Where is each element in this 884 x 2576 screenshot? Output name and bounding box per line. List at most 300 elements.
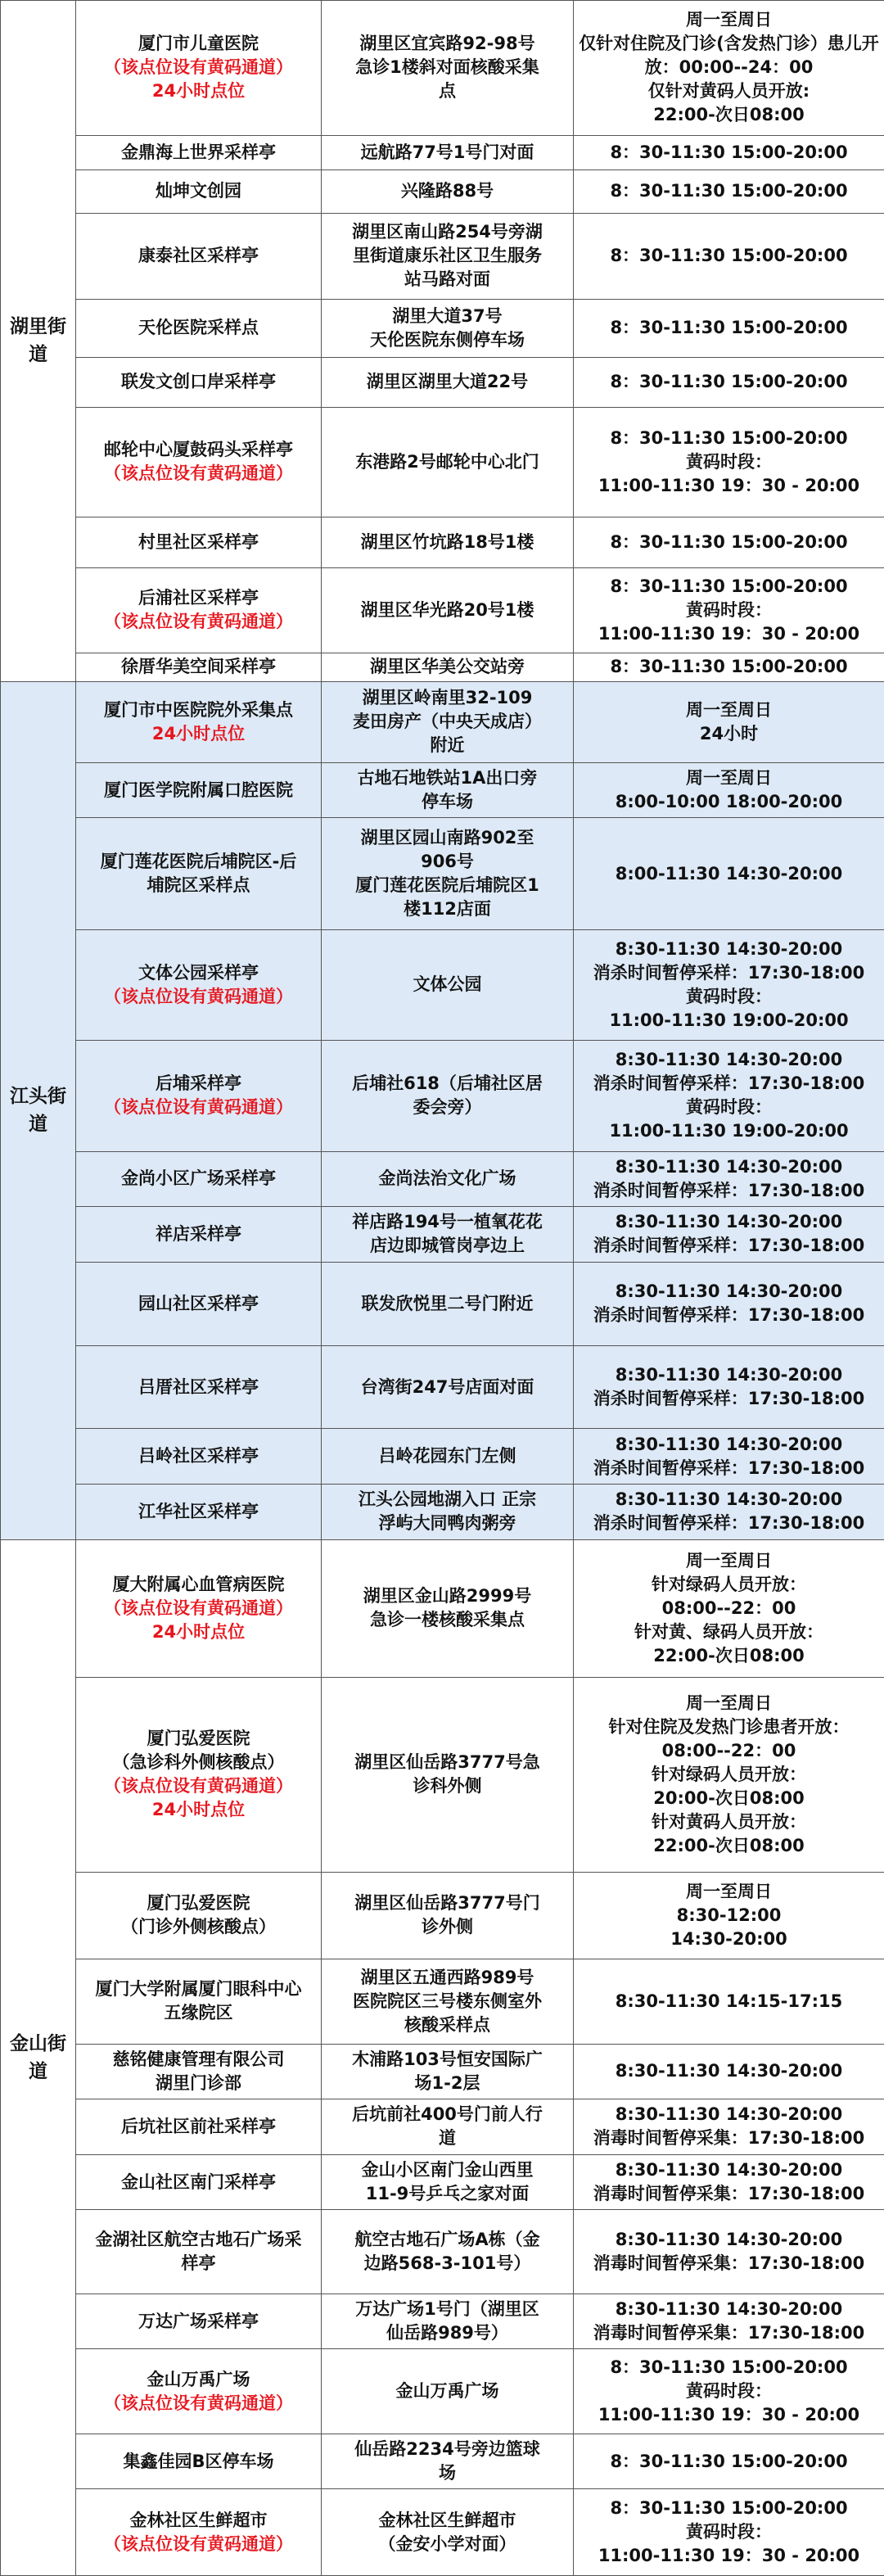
table-row: [1, 1262, 884, 1345]
site-name-cell: [76, 1262, 322, 1345]
site-hours-line: 针对绿码人员开放：: [652, 1764, 806, 1784]
site-note: 24小时点位: [151, 81, 246, 102]
site-address-line: 湖里区仙岳路3777号急: [354, 1752, 540, 1773]
site-hours-line: 周一至周日: [686, 1692, 772, 1713]
site-name: 邮轮中心厦鼓码头采样亭: [104, 440, 293, 460]
table-row: [1, 1539, 884, 1677]
site-address-cell: [322, 2349, 574, 2434]
table-row: [1, 1872, 884, 1959]
site-name-cell: [76, 2099, 322, 2154]
site-hours-line: 消杀时间暂停采样：17:30-18:00: [593, 1457, 865, 1478]
site-name-cell: [76, 929, 322, 1040]
site-address-cell: [322, 1206, 574, 1262]
site-hours-line: 消杀时间暂停采样：17:30-18:00: [593, 962, 865, 983]
site-address-cell: [322, 135, 574, 169]
site-hours-line: 放：00:00--24：00: [644, 57, 814, 78]
site-hours-line: 14:30-20:00: [670, 1928, 787, 1949]
site-hours-line: 8:30-11:30 14:30-20:00: [615, 1156, 843, 1177]
site-hours-line: 8：30-11:30 15:00-20:00: [610, 427, 848, 448]
site-address-line: （金安小学对面）: [378, 2533, 516, 2554]
site-name: 徐厝华美空间采样亭: [121, 657, 276, 677]
table-row: [1, 2099, 884, 2154]
site-hours-cell: [574, 2154, 884, 2209]
site-name: 湖里门诊部: [156, 2072, 241, 2093]
table-row: [1, 929, 884, 1040]
table-row: [1, 1206, 884, 1262]
site-name-cell: [76, 2210, 322, 2294]
table-row: [1, 2489, 884, 2576]
site-name: 天伦医院采样点: [138, 318, 259, 338]
site-hours-line: 仅针对黄码人员开放:: [647, 81, 810, 102]
site-hours-cell: [574, 653, 884, 681]
site-name: 厦门莲花医院后埔院区-后: [100, 852, 297, 872]
site-name: 集鑫佳园B区停车场: [123, 2451, 274, 2471]
site-address-line: 天伦医院东侧停车场: [370, 329, 525, 350]
site-address-line: 湖里区宜宾路92-98号: [359, 34, 535, 54]
site-hours-line: 8：30-11:30 15:00-20:00: [610, 142, 848, 162]
site-name-cell: [76, 1484, 322, 1539]
table-row: [1, 2294, 884, 2348]
site-hours-line: 消毒时间暂停采集：17:30-18:00: [593, 2323, 865, 2343]
site-hours-line: 8:30-11:30 14:30-20:00: [615, 2299, 843, 2320]
site-name: 后浦社区采样亭: [138, 588, 259, 608]
street-name-cell: 江头街道: [1, 681, 76, 1539]
site-hours-line: 11:00-11:30 19:00-20:00: [609, 1010, 849, 1030]
site-note: （该点位设有黄码通道）: [104, 463, 293, 484]
site-hours-line: 消毒时间暂停采集：17:30-18:00: [593, 2184, 865, 2204]
site-address-cell: [322, 300, 574, 357]
site-hours-cell: [574, 818, 884, 929]
site-name: 金山社区南门采样亭: [121, 2172, 276, 2192]
site-address-line: 附近: [430, 735, 465, 756]
site-address-line: 金山小区南门金山西里: [361, 2160, 534, 2181]
table-row: [1, 2434, 884, 2488]
site-name: 金山万禹广场: [147, 2369, 250, 2389]
site-hours-line: 8:30-11:30 14:30-20:00: [615, 1050, 843, 1070]
site-address-line: 诊外侧: [422, 1917, 473, 1937]
site-address-cell: [322, 1539, 574, 1677]
site-address-line: 木浦路103号恒安国际广: [352, 2049, 543, 2069]
street-section: [1, 681, 884, 1539]
site-address-line: 湖里区华美公交站旁: [370, 657, 525, 677]
site-address-line: 湖里区华光路20号1楼: [360, 599, 534, 620]
table-row: [1, 407, 884, 517]
site-hours-line: 11:00-11:30 19：30 - 20:00: [598, 2405, 860, 2425]
site-name: （门诊外侧核酸点）: [121, 1917, 276, 1937]
site-address-line: 湖里大道37号: [392, 305, 503, 326]
site-hours-cell: [574, 407, 884, 517]
site-address-cell: [322, 2044, 574, 2099]
site-note: （该点位设有黄码通道）: [104, 1598, 293, 1618]
site-address-line: 场: [439, 2463, 456, 2483]
site-name: 厦门市中医院院外采集点: [104, 699, 293, 720]
site-address-line: 点: [439, 81, 456, 102]
table-row: [1, 2154, 884, 2209]
site-address-cell: [322, 2434, 574, 2488]
site-hours-cell: [574, 517, 884, 567]
site-hours-cell: [574, 1345, 884, 1429]
site-address-line: 万达广场1号门（湖里区: [355, 2299, 539, 2320]
site-hours-line: 11:00-11:30 19：30 - 20:00: [598, 475, 860, 495]
site-hours-line: 11:00-11:30 19：30 - 20:00: [598, 623, 860, 644]
site-hours-line: 8：30-11:30 15:00-20:00: [610, 2498, 848, 2519]
site-hours-line: 8:30-11:30 14:30-20:00: [615, 1212, 843, 1232]
site-hours-cell: [574, 300, 884, 357]
site-hours-line: 8:30-12:00: [676, 1905, 782, 1925]
site-name-cell: [76, 2294, 322, 2348]
table-row: [1, 2349, 884, 2434]
table-row: [1, 681, 884, 763]
site-name-cell: [76, 681, 322, 763]
site-hours-line: 消杀时间暂停采样：17:30-18:00: [593, 1073, 865, 1094]
site-name-cell: [76, 300, 322, 357]
site-address-line: 江头公园地湖入口 正宗: [358, 1489, 537, 1510]
site-hours-cell: [574, 568, 884, 653]
site-address-cell: [322, 517, 574, 567]
site-address-line: 湖里区竹坑路18号1楼: [360, 532, 534, 553]
site-name: 金林社区生鲜超市: [129, 2510, 268, 2530]
site-hours-line: 8：30-11:30 15:00-20:00: [610, 532, 848, 553]
site-address-line: 核酸采样点: [404, 2014, 490, 2035]
site-hours-line: 消毒时间暂停采集：17:30-18:00: [593, 2128, 865, 2149]
site-address-line: 麦田房产（中央天成店）: [353, 712, 542, 732]
site-hours-line: 8:00-11:30 14:30-20:00: [615, 863, 843, 884]
site-name-cell: [76, 568, 322, 653]
site-address-line: 联发欣悦里二号门附近: [361, 1293, 534, 1313]
table-row: [1, 169, 884, 213]
site-name-cell: [76, 1539, 322, 1677]
site-address-cell: [322, 929, 574, 1040]
site-address-line: 停车场: [422, 792, 473, 812]
site-name-cell: [76, 1429, 322, 1484]
site-name-cell: [76, 1, 322, 136]
site-name-cell: [76, 135, 322, 169]
site-address-cell: [322, 213, 574, 300]
site-hours-line: 黄码时段：: [686, 2522, 772, 2542]
site-hours-cell: [574, 169, 884, 213]
site-name: 园山社区采样亭: [138, 1293, 259, 1313]
site-hours-line: 8：30-11:30 15:00-20:00: [610, 372, 848, 392]
site-name-cell: [76, 1677, 322, 1872]
site-name: 村里社区采样亭: [138, 532, 259, 553]
street-name-cell: 金山街道: [1, 1539, 76, 2575]
street-section: [1, 1539, 884, 2575]
site-hours-cell: [574, 1041, 884, 1151]
site-hours-cell: [574, 1872, 884, 1959]
site-name-cell: [76, 653, 322, 681]
site-hours-line: 周一至周日: [686, 768, 772, 789]
table-row: [1, 1484, 884, 1539]
site-hours-line: 8：30-11:30 15:00-20:00: [610, 576, 848, 596]
site-name-cell: [76, 169, 322, 213]
site-address-line: 场1-2层: [414, 2072, 480, 2093]
site-address-line: 湖里区五通西路989号: [360, 1967, 534, 1987]
table-row: [1, 2210, 884, 2294]
site-address-cell: [322, 1041, 574, 1151]
site-name: 样亭: [181, 2253, 216, 2274]
site-hours-line: 消杀时间暂停采样：17:30-18:00: [593, 1389, 865, 1409]
site-hours-line: 8：30-11:30 15:00-20:00: [610, 2451, 848, 2471]
site-name-cell: [76, 517, 322, 567]
table-row: [1, 1041, 884, 1151]
site-name-cell: [76, 1959, 322, 2044]
site-hours-line: 20:00-次日08:00: [653, 1787, 805, 1808]
table-row: [1, 1677, 884, 1872]
site-hours-line: 黄码时段：: [686, 2381, 772, 2402]
site-hours-line: 8：30-11:30 15:00-20:00: [610, 657, 848, 677]
site-name: 吕岭社区采样亭: [138, 1446, 259, 1466]
site-note: （该点位设有黄码通道）: [104, 986, 293, 1006]
site-hours-cell: [574, 1206, 884, 1262]
site-name: 厦大附属心血管病医院: [112, 1574, 285, 1594]
site-name: 祥店采样亭: [156, 1223, 241, 1244]
site-name: 厦门弘爱医院: [147, 1893, 250, 1914]
site-hours-cell: [574, 2294, 884, 2348]
site-name: 厦门大学附属厦门眼科中心: [95, 1979, 302, 2000]
site-name: 金鼎海上世界采样亭: [121, 142, 276, 162]
site-hours-line: 8：30-11:30 15:00-20:00: [610, 318, 848, 338]
site-hours-line: 针对住院及发热门诊患者开放：: [608, 1716, 850, 1737]
site-hours-line: 11:00-11:30 19:00-20:00: [609, 1121, 849, 1141]
site-address-line: 后埔社618（后埔社区居: [352, 1073, 543, 1094]
site-hours-cell: [574, 1429, 884, 1484]
site-hours-line: 08:00--22：00: [661, 1740, 796, 1760]
site-address-cell: [322, 2154, 574, 2209]
site-address-line: 远航路77号1号门对面: [360, 142, 534, 162]
site-name: 厦门市儿童医院: [138, 34, 259, 54]
site-hours-cell: [574, 2099, 884, 2154]
table-row: [1, 135, 884, 169]
site-name-cell: [76, 1206, 322, 1262]
site-name: 灿坤文创园: [156, 181, 241, 201]
site-hours-cell: [574, 1151, 884, 1206]
site-address-cell: [322, 1484, 574, 1539]
site-name-cell: [76, 357, 322, 407]
site-address-cell: [322, 2294, 574, 2348]
site-note: 24小时点位: [151, 1621, 246, 1642]
street-name-cell: 湖里街道: [1, 1, 76, 682]
site-hours-cell: [574, 1959, 884, 2044]
table-row: [1, 1345, 884, 1429]
site-address-line: 文体公园: [413, 974, 482, 995]
site-hours-cell: [574, 2434, 884, 2488]
site-address-cell: [322, 2489, 574, 2576]
site-hours-line: 消杀时间暂停采样：17:30-18:00: [593, 1236, 865, 1256]
site-hours-line: 22:00-次日08:00: [653, 1645, 805, 1665]
site-address-line: 古地石地铁站1A出口旁: [357, 768, 538, 789]
site-address-line: 委会旁）: [413, 1097, 482, 1118]
site-hours-line: 8:30-11:30 14:30-20:00: [615, 1365, 843, 1385]
table-row: [1, 1959, 884, 2044]
site-hours-line: 针对绿码人员开放：: [652, 1574, 806, 1594]
site-address-line: 急诊1楼斜对面核酸采集: [355, 57, 539, 78]
site-address-cell: [322, 1872, 574, 1959]
site-name-cell: [76, 763, 322, 818]
site-note: （该点位设有黄码通道）: [104, 57, 293, 78]
site-hours-cell: [574, 135, 884, 169]
table-row: [1, 213, 884, 300]
table-row: [1, 763, 884, 818]
site-address-line: 吕岭花园东门左侧: [378, 1446, 516, 1466]
site-address-line: 湖里区仙岳路3777号门: [354, 1893, 540, 1914]
site-hours-line: 11:00-11:30 19：30 - 20:00: [598, 2546, 860, 2566]
site-hours-line: 针对黄、绿码人员开放：: [634, 1621, 823, 1642]
site-address-line: 诊科外侧: [413, 1776, 482, 1796]
site-address-cell: [322, 407, 574, 517]
site-address-cell: [322, 1151, 574, 1206]
site-hours-line: 22:00-次日08:00: [653, 105, 805, 125]
site-address-line: 仙岳路2234号旁边篮球: [354, 2439, 540, 2459]
site-hours-line: 消杀时间暂停采样：17:30-18:00: [593, 1513, 865, 1534]
site-name: （急诊科外侧核酸点）: [112, 1752, 285, 1773]
site-name-cell: [76, 2154, 322, 2209]
site-name: 康泰社区采样亭: [138, 246, 259, 266]
site-address-cell: [322, 1429, 574, 1484]
site-hours-line: 8：30-11:30 15:00-20:00: [610, 181, 848, 201]
site-address-cell: [322, 2210, 574, 2294]
site-address-line: 里街道康乐社区卫生服务: [353, 246, 542, 266]
site-hours-line: 8:30-11:30 14:30-20:00: [615, 2230, 843, 2250]
site-address-line: 11-9号乒乓之家对面: [365, 2184, 530, 2204]
site-note: 24小时点位: [151, 1800, 246, 1820]
site-address-line: 医院院区三号楼东侧室外: [353, 1991, 542, 2011]
site-hours-line: 8：30-11:30 15:00-20:00: [610, 2357, 848, 2378]
site-name: 埔院区采样点: [147, 875, 250, 896]
site-hours-line: 仅针对住院及门诊(含发热门诊）患儿开: [579, 34, 879, 54]
site-hours-line: 黄码时段：: [686, 599, 772, 620]
site-name-cell: [76, 1872, 322, 1959]
site-name: 金湖社区航空古地石广场采: [95, 2230, 302, 2250]
site-name: 万达广场采样亭: [138, 2311, 259, 2331]
site-hours-line: 22:00-次日08:00: [653, 1835, 805, 1855]
site-name: 厦门医学院附属口腔医院: [104, 780, 293, 800]
site-hours-line: 消杀时间暂停采样：17:30-18:00: [593, 1180, 865, 1200]
site-hours-cell: [574, 681, 884, 763]
site-address-cell: [322, 681, 574, 763]
site-address-line: 边路568-3-101号）: [363, 2253, 531, 2274]
site-note: （该点位设有黄码通道）: [104, 1097, 293, 1118]
site-hours-line: 8:30-11:30 14:30-20:00: [615, 938, 843, 959]
site-hours-line: 针对黄码人员开放：: [652, 1811, 806, 1832]
site-name-cell: [76, 1041, 322, 1151]
site-address-line: 湖里区金山路2999号: [363, 1586, 532, 1607]
site-hours-line: 8:30-11:30 14:30-20:00: [615, 1489, 843, 1510]
site-address-line: 浮屿大同鸭肉粥旁: [378, 1513, 516, 1534]
site-hours-line: 8:30-11:30 14:30-20:00: [615, 2160, 843, 2181]
site-address-line: 站马路对面: [404, 269, 490, 290]
site-address-cell: [322, 1345, 574, 1429]
site-address-line: 东港路2号邮轮中心北门: [355, 451, 539, 472]
site-address-cell: [322, 763, 574, 818]
site-address-cell: [322, 2099, 574, 2154]
site-name-cell: [76, 818, 322, 929]
site-address-cell: [322, 1959, 574, 2044]
site-name: 文体公园采样亭: [138, 962, 259, 983]
site-address-line: 兴隆路88号: [400, 181, 494, 201]
site-hours-line: 黄码时段：: [686, 451, 772, 472]
site-address-cell: [322, 568, 574, 653]
site-address-line: 湖里区湖里大道22号: [366, 372, 529, 392]
site-address-line: 湖里区园山南路902至: [360, 828, 534, 848]
site-address-line: 仙岳路989号）: [386, 2323, 508, 2343]
table-row: [1, 300, 884, 357]
site-name: 联发文创口岸采样亭: [121, 372, 276, 392]
site-address-line: 金山万禹广场: [395, 2381, 499, 2402]
site-hours-line: 8:30-11:30 14:15-17:15: [615, 1991, 843, 2011]
site-hours-line: 08:00--22：00: [661, 1598, 796, 1618]
site-note: （该点位设有黄码通道）: [104, 1776, 293, 1796]
site-name-cell: [76, 1345, 322, 1429]
site-address-line: 台湾街247号店面对面: [360, 1376, 534, 1397]
site-hours-cell: [574, 2489, 884, 2576]
site-address-line: 906号: [421, 852, 474, 872]
site-hours-line: 8：30-11:30 15:00-20:00: [610, 246, 848, 266]
site-name: 慈铭健康管理有限公司: [112, 2049, 285, 2069]
site-hours-line: 周一至周日: [686, 1550, 772, 1570]
site-name: 五缘院区: [164, 2003, 233, 2023]
site-hours-cell: [574, 1539, 884, 1677]
site-hours-cell: [574, 1, 884, 136]
site-address-line: 金尚法治文化广场: [378, 1168, 516, 1189]
site-hours-cell: [574, 2210, 884, 2294]
street-section: [1, 1, 884, 682]
site-address-line: 厦门莲花医院后埔院区1: [355, 875, 539, 896]
table-row: [1, 357, 884, 407]
site-name: 后埔采样亭: [156, 1073, 241, 1094]
site-name-cell: [76, 213, 322, 300]
site-hours-line: 消杀时间暂停采样：17:30-18:00: [593, 1305, 865, 1326]
table-row: [1, 517, 884, 567]
site-hours-line: 8:30-11:30 14:30-20:00: [615, 1281, 843, 1302]
site-address-cell: [322, 1262, 574, 1345]
site-hours-cell: [574, 1677, 884, 1872]
site-address-line: 航空古地石广场A栋（金: [354, 2230, 540, 2250]
site-address-line: 道: [439, 2128, 456, 2149]
site-address-line: 祥店路194号一植氧花花: [352, 1212, 543, 1232]
site-hours-cell: [574, 357, 884, 407]
site-name-cell: [76, 1151, 322, 1206]
site-hours-cell: [574, 763, 884, 818]
site-hours-cell: [574, 2349, 884, 2434]
site-address-line: 急诊一楼核酸采集点: [370, 1610, 525, 1630]
site-address-line: 店边即城管岗亭边上: [370, 1236, 525, 1256]
site-note: 24小时点位: [151, 723, 246, 743]
site-hours-cell: [574, 1484, 884, 1539]
site-name-cell: [76, 2489, 322, 2576]
site-address-line: 金林社区生鲜超市: [378, 2510, 516, 2530]
site-address-line: 楼112店面: [404, 899, 491, 920]
site-hours-line: 黄码时段：: [686, 1097, 772, 1118]
site-address-cell: [322, 1, 574, 136]
site-name: 厦门弘爱医院: [147, 1729, 250, 1749]
table-row: [1, 568, 884, 653]
site-hours-line: 8:30-11:30 14:30-20:00: [615, 2061, 843, 2081]
site-note: （该点位设有黄码通道）: [104, 2393, 293, 2413]
site-hours-line: 8:00-10:00 18:00-20:00: [615, 792, 843, 812]
site-hours-cell: [574, 929, 884, 1040]
table-row: [1, 2044, 884, 2099]
site-address-line: 后坑前社400号门前人行: [352, 2104, 543, 2125]
site-hours-cell: [574, 213, 884, 300]
site-note: （该点位设有黄码通道）: [104, 612, 293, 632]
site-hours-line: 24小时: [699, 723, 759, 743]
site-hours-line: 周一至周日: [686, 699, 772, 720]
site-name: 后坑社区前社采样亭: [121, 2116, 276, 2136]
site-hours-line: 消毒时间暂停采集：17:30-18:00: [593, 2253, 865, 2274]
site-address-line: 湖里区岭南里32-109: [362, 688, 533, 708]
table-row: [1, 1151, 884, 1206]
site-address-cell: [322, 818, 574, 929]
